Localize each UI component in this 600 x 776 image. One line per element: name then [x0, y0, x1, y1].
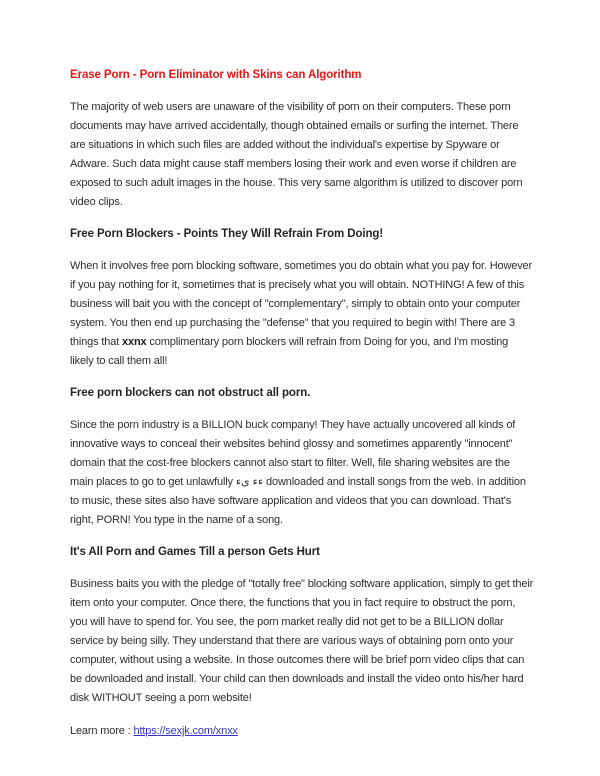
paragraph-porn-industry: Since the porn industry is a BILLION buck company! They have actually uncovered all kinds of innovative ways to conceal their websites behind glossy and sometimes apparently "innocent" domain that the cost-free blockers cannot also start to filter. Well, file sharing websites are the main places to go to get unlawfully ءء ىء downloaded and install songs from the web. In addition to music, these sites also have software application and videos that you can download. That's right, PORN! You type in the name of a song.: [70, 419, 526, 526]
article-title: Erase Porn - Porn Eliminator with Skins can Algorithm: [70, 69, 362, 81]
heading-porn-and-games: It's All Porn and Games Till a person Gets Hurt: [70, 546, 320, 558]
learn-more-line: [70, 722, 534, 741]
heading-free-porn-blockers: Free Porn Blockers - Points They Will Refrain From Doing!: [70, 228, 384, 240]
paragraph-free-blockers-text-before: When it involves free porn blocking software, sometimes you do obtain what you pay for. However if you pay nothing for it, sometimes that is precisely what you will obtain. NOTHING! A few of this business will bait you with the concept of "complementary", simply to obtain onto your computer system. You then end up purchasing the "defense" that you required to begin with! There are 3 things that: [70, 260, 533, 348]
learn-more-link[interactable]: https://sexjk.com/xnxx: [133, 725, 238, 737]
paragraph-free-blockers-text-after: complimentary porn blockers will refrain from Doing for you, and I'm mosting likely to call them all!: [70, 336, 509, 367]
paragraph-free-blockers: [70, 257, 534, 371]
heading-cannot-obstruct-all-porn: Free porn blockers can not obstruct all porn.: [70, 387, 311, 399]
paragraph-intro: The majority of web users are unaware of the visibility of porn on their computers. These porn documents may have arrived accidentally, though obtained emails or surfing the internet. There are situations in which such files are added without the individual's expertise by Spyware or Adware. Such data might cause staff members losing their work and even worse if children are exposed to such adult images in the house. This very same algorithm is utilized to discover porn video clips.: [70, 101, 523, 208]
paragraph-business-baits: Business baits you with the pledge of "totally free" blocking software application, simply to get their item onto your computer. Once there, the functions that you in fact require to obstruct the porn, you will have to spend for. You see, the porn market really did not get to be a BILLION dollar service by being silly. They understand that there are various ways of obtaining porn onto your computer, without using a website. In those outcomes there will be brief porn video clips that can be downloaded and install. Your child can then downloads and install the video onto his/her hard disk WITHOUT seeing a porn website!: [70, 578, 534, 704]
paragraph-free-blockers-bold-keyword: xxnx: [122, 336, 147, 348]
learn-more-label: Learn more :: [70, 725, 134, 737]
